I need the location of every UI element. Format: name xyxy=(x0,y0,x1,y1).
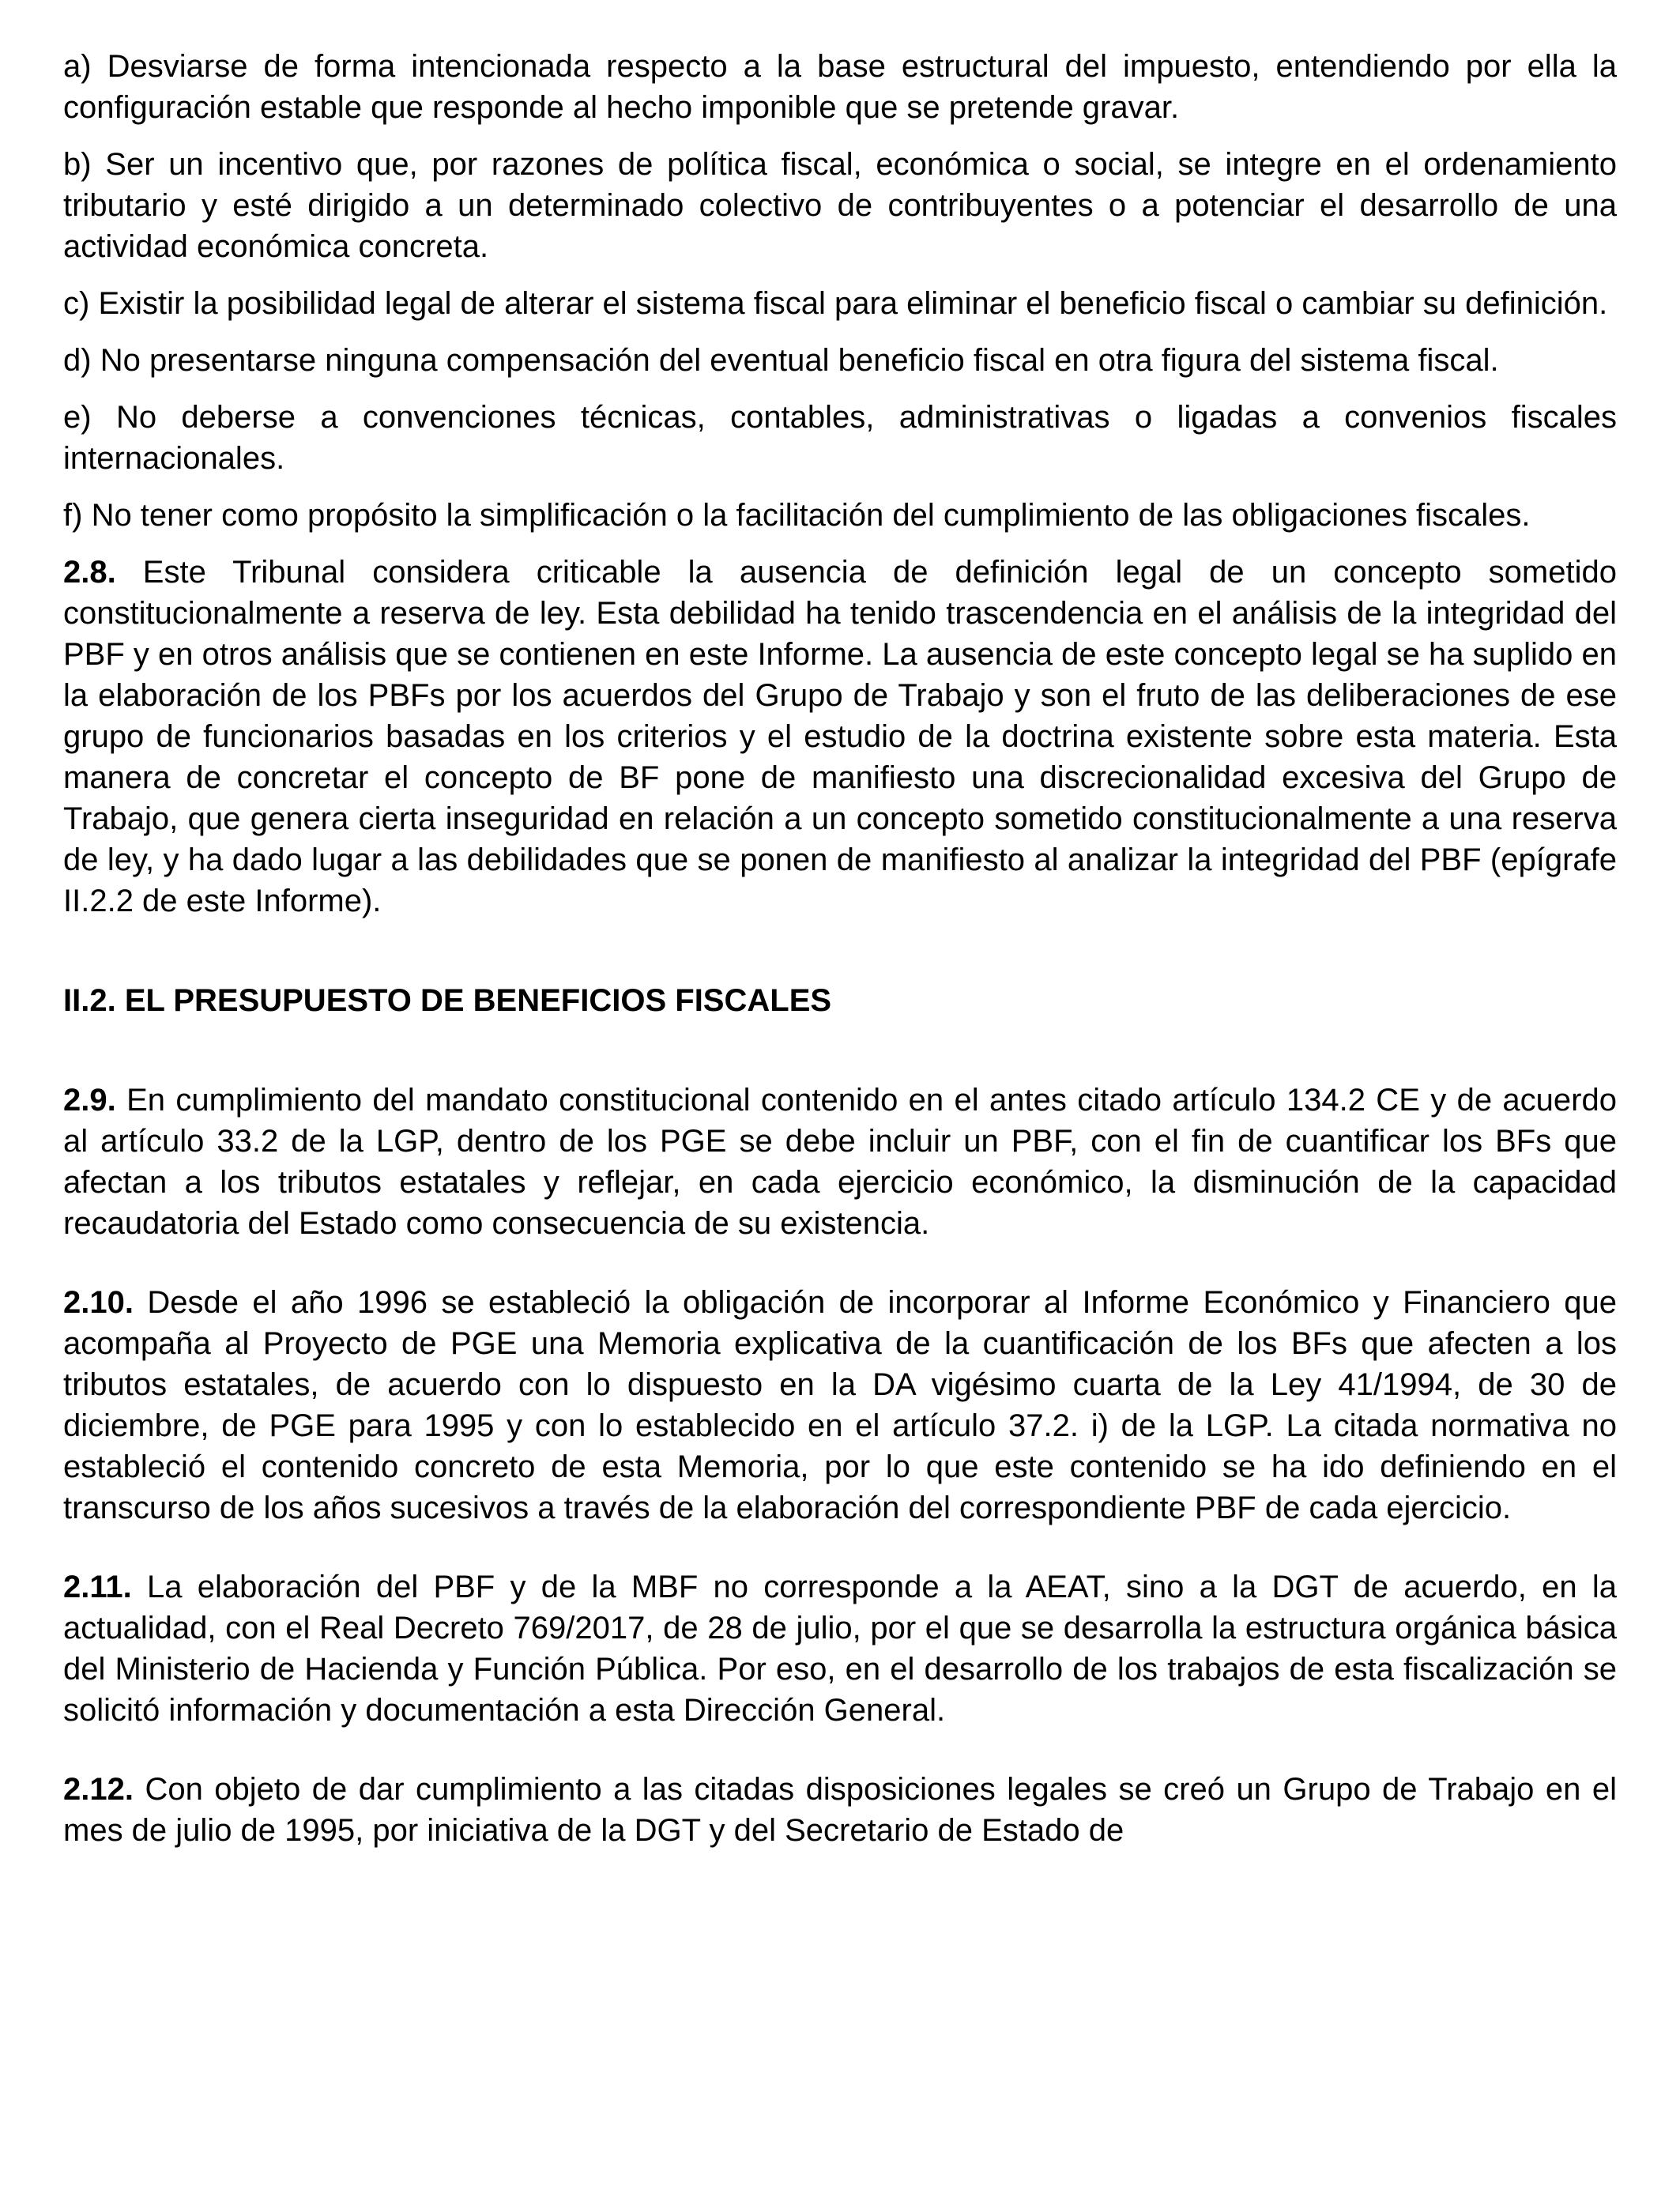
list-item-c xyxy=(63,283,1617,324)
list-item-d xyxy=(63,340,1617,381)
list-letter: f) xyxy=(63,498,83,533)
list-letter: b) xyxy=(63,147,92,182)
paragraph-number: 2.10. xyxy=(63,1285,134,1320)
paragraph-number: 2.9. xyxy=(63,1083,116,1118)
list-item-text: No presentarse ninguna compensación del eventual beneficio fiscal en otra figura del sistema fiscal. xyxy=(100,343,1499,378)
list-item-b xyxy=(63,144,1617,267)
paragraph-number: 2.11. xyxy=(63,1570,132,1604)
list-item-f xyxy=(63,495,1617,536)
list-item-text: No deberse a convenciones técnicas, contables, administrativas o ligadas a convenios fiscales internacionales. xyxy=(63,400,1617,476)
paragraph-2-12 xyxy=(63,1769,1617,1851)
paragraph-text: Este Tribunal considera criticable la ausencia de definición legal de un concepto sometido constitucionalmente a reserva de ley. Esta debilidad ha tenido trascendencia en el análisis de la integridad del PBF y en otros análisis que se contienen en este Informe. La ausencia de este concepto legal se ha suplido en la elaboración de los PBFs por los acuerdos del Grupo de Trabajo y son el fruto de las deliberaciones de ese grupo de funcionarios basadas en los criterios y el estudio de la doctrina existente sobre esta materia. Esta manera de concretar el concepto de BF pone de manifiesto una discrecionalidad excesiva del Grupo de Trabajo, que genera cierta inseguridad en relación a un concepto sometido constitucionalmente a una reserva de ley, y ha dado lugar a las debilidades que se ponen de manifiesto al analizar la integridad del PBF (epígrafe II.2.2 de este Informe). xyxy=(63,555,1617,918)
paragraph-number: 2.12. xyxy=(63,1772,134,1807)
list-item-e xyxy=(63,397,1617,479)
list-letter: c) xyxy=(63,286,90,321)
list-letter: a) xyxy=(63,49,92,84)
paragraph-text: La elaboración del PBF y de la MBF no corresponde a la AEAT, sino a la DGT de acuerdo, en la actualidad, con el Real Decreto 769/2017, de 28 de julio, por el que se desarrolla la estructura orgánica básica del Ministerio de Hacienda y Función Pública. Por eso, en el desarrollo de los trabajos de esta fiscalización se solicitó información y documentación a esta Dirección General. xyxy=(63,1570,1617,1728)
section-heading: II.2. EL PRESUPUESTO DE BENEFICIOS FISCALES xyxy=(63,983,832,1018)
document-page xyxy=(63,46,1617,1867)
paragraph-number: 2.8. xyxy=(63,555,116,590)
section-heading-block xyxy=(63,980,1617,1021)
list-letter: e) xyxy=(63,400,92,435)
list-item-text: Ser un incentivo que, por razones de política fiscal, económica o social, se integre en el ordenamiento tributario y esté dirigido a un determinado colectivo de contribuyentes o a potenciar el desarrollo de una actividad económica concreta. xyxy=(63,147,1617,264)
list-item-a xyxy=(63,46,1617,128)
list-item-text: Desviarse de forma intencionada respecto a la base estructural del impuesto, entendiendo por ella la configuración estable que responde al hecho imponible que se pretende gravar. xyxy=(63,49,1617,125)
paragraph-text: Desde el año 1996 se estableció la obligación de incorporar al Informe Económico y Financiero que acompaña al Proyecto de PGE una Memoria explicativa de la cuantificación de los BFs que afecten a los tributos estatales, de acuerdo con lo dispuesto en la DA vigésimo cuarta de la Ley 41/1994, de 30 de diciembre, de PGE para 1995 y con lo establecido en el artículo 37.2. i) de la LGP. La citada normativa no estableció el contenido concreto de esta Memoria, por lo que este contenido se ha ido definiendo en el transcurso de los años sucesivos a través de la elaboración del correspondiente PBF de cada ejercicio. xyxy=(63,1285,1617,1525)
paragraph-2-9 xyxy=(63,1080,1617,1244)
list-item-text: No tener como propósito la simplificación o la facilitación del cumplimiento de las obligaciones fiscales. xyxy=(91,498,1531,533)
paragraph-2-10 xyxy=(63,1282,1617,1529)
paragraph-2-11 xyxy=(63,1566,1617,1731)
list-item-text: Existir la posibilidad legal de alterar el sistema fiscal para eliminar el beneficio fiscal o cambiar su definición. xyxy=(98,286,1608,321)
list-letter: d) xyxy=(63,343,92,378)
paragraph-text: Con objeto de dar cumplimiento a las citadas disposiciones legales se creó un Grupo de Trabajo en el mes de julio de 1995, por iniciativa de la DGT y del Secretario de Estado de xyxy=(63,1772,1617,1848)
paragraph-text: En cumplimiento del mandato constitucional contenido en el antes citado artículo 134.2 CE y de acuerdo al artículo 33.2 de la LGP, dentro de los PGE se debe incluir un PBF, con el fin de cuantificar los BFs que afectan a los tributos estatales y reflejar, en cada ejercicio económico, la disminución de la capacidad recaudatoria del Estado como consecuencia de su existencia. xyxy=(63,1083,1617,1241)
paragraph-2-8 xyxy=(63,552,1617,922)
